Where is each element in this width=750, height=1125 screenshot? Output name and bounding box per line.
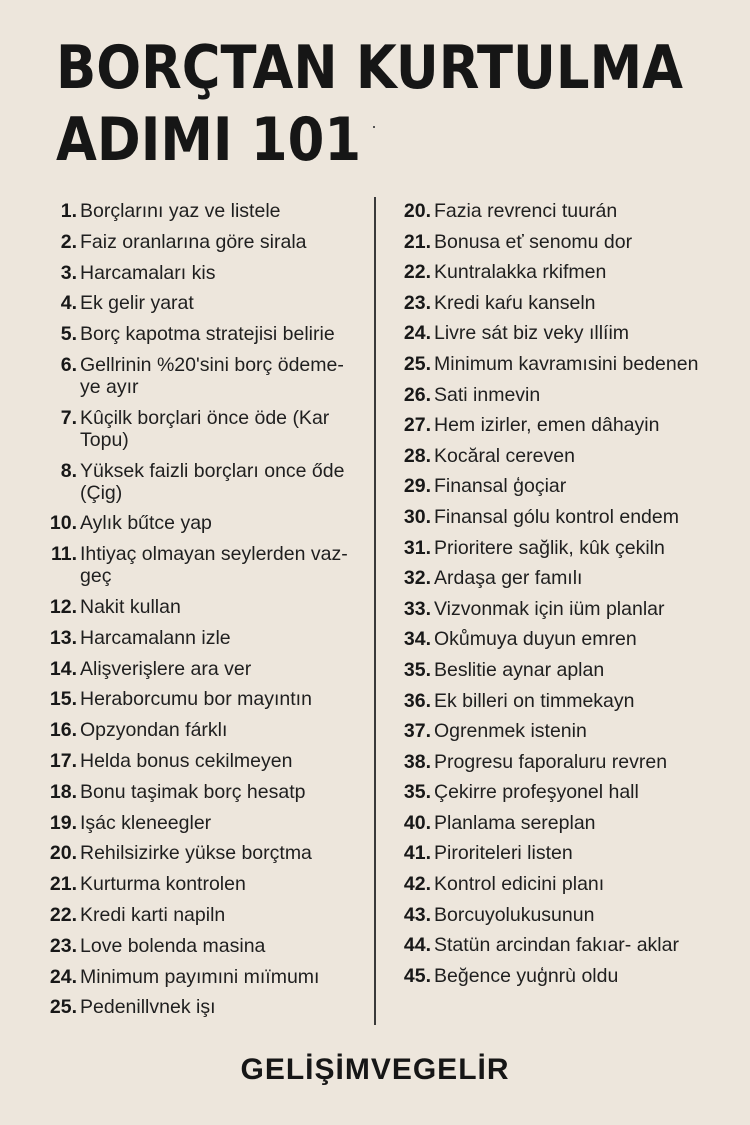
- list-item: [398, 506, 718, 528]
- item-text: Piroriteleri listen: [434, 842, 573, 865]
- item-text: Planlama sereplan: [434, 811, 596, 834]
- list-item: [398, 873, 718, 895]
- item-number: 38.: [403, 750, 431, 773]
- item-number: 25.: [403, 352, 431, 375]
- item-text: Love bolenda masina: [80, 934, 266, 957]
- list-item: [398, 567, 718, 589]
- item-text: Opzyondan fárklı: [80, 719, 228, 742]
- list-item: [398, 353, 718, 375]
- item-text: Kredi karti napiln: [80, 903, 226, 926]
- list-item: [44, 354, 364, 398]
- item-number: 22.: [49, 903, 77, 926]
- item-number: 17.: [49, 749, 77, 772]
- list-item: [44, 543, 364, 587]
- list-item: [398, 384, 718, 406]
- item-number: 26.: [403, 383, 431, 406]
- item-number: 25.: [49, 996, 77, 1019]
- list-item: [398, 292, 718, 314]
- item-number: 23.: [403, 291, 431, 314]
- item-text: Statün arcindan fakıar- aklar: [434, 934, 679, 957]
- item-text: Kocăral cereven: [434, 444, 575, 467]
- list-item: [398, 812, 718, 834]
- list-item: [398, 322, 718, 344]
- item-number: 11.: [50, 543, 77, 566]
- item-text: Pedenillvnek işı: [80, 996, 216, 1019]
- item-number: 40.: [403, 811, 431, 834]
- item-text: Beğence yuģnrù oldu: [434, 964, 619, 987]
- item-text: Kurturma kontrolen: [80, 873, 246, 896]
- item-number: 3.: [60, 261, 77, 284]
- item-text: Beslitie aynar aplan: [434, 658, 605, 681]
- list-item: [398, 628, 718, 650]
- list-item: [398, 965, 718, 987]
- item-number: 14.: [49, 657, 77, 680]
- list-item: [44, 904, 364, 926]
- item-text: Rehilsizirke yükse borçtma: [80, 842, 312, 865]
- list-item: [398, 690, 718, 712]
- item-text: Hem izirler, emen dâhayin: [434, 414, 660, 437]
- list-item: [44, 873, 364, 895]
- list-item: [44, 292, 364, 314]
- item-text: Helda bonus cekilmeyen: [80, 749, 293, 772]
- column-divider: [374, 197, 376, 1025]
- list-item: [398, 934, 718, 956]
- item-number: 6.: [60, 353, 77, 376]
- item-number: 42.: [403, 873, 431, 896]
- item-text: Okůmuya duyun emren: [434, 628, 637, 651]
- item-text: Alişverişlere ara ver: [80, 657, 252, 680]
- item-text: Livre sát biz veky ıllíim: [434, 322, 630, 345]
- page-title: [56, 32, 683, 176]
- item-number: 7.: [60, 406, 77, 429]
- item-text: Heraborcumu bor mayıntın: [80, 688, 312, 711]
- list-item: [44, 460, 364, 504]
- item-number: 32.: [403, 567, 431, 590]
- left-step-list: [44, 200, 364, 1027]
- item-number: 21.: [403, 230, 431, 253]
- item-text: Finansal ģoçiar: [434, 475, 567, 498]
- item-text: Kuntralakka rkifmen: [434, 261, 607, 284]
- item-number: 45.: [403, 964, 431, 987]
- item-number: 18.: [49, 780, 77, 803]
- list-item: [398, 475, 718, 497]
- item-text: Minimum payımıni mıïmumı: [80, 965, 320, 988]
- list-item: [398, 720, 718, 742]
- list-item: [398, 904, 718, 926]
- list-item: [398, 659, 718, 681]
- right-step-list: [398, 200, 718, 995]
- item-number: 36.: [403, 689, 431, 712]
- item-number: 22.: [403, 261, 431, 284]
- item-text: Nakit kullan: [80, 595, 181, 618]
- list-item: [44, 596, 364, 618]
- list-item: [398, 414, 718, 436]
- list-item: [398, 231, 718, 253]
- list-item: [44, 688, 364, 710]
- list-item: [398, 751, 718, 773]
- list-item: [44, 262, 364, 284]
- item-text: Gellrinin %20'sini borç ödeme-ye ayır: [80, 353, 344, 398]
- item-text: Aylık bűtce yap: [80, 512, 212, 535]
- list-item: [44, 200, 364, 222]
- item-number: 37.: [403, 720, 431, 743]
- item-number: 1.: [60, 200, 77, 222]
- list-item: [44, 781, 364, 803]
- list-item: [44, 750, 364, 772]
- item-text: Progresu faporaluru revren: [434, 750, 668, 773]
- item-text: Borcuyolukusunun: [434, 903, 595, 926]
- title-line-2: ADIMI 101: [56, 105, 362, 175]
- item-number: 24.: [49, 965, 77, 988]
- list-item: [398, 842, 718, 864]
- item-text: Borç kapotma stratejisi belirie: [80, 323, 335, 346]
- item-number: 19.: [49, 811, 77, 834]
- list-item: [398, 200, 718, 222]
- list-item: [44, 323, 364, 345]
- item-number: 44.: [403, 934, 431, 957]
- item-text: Kredi kaŕu kanseln: [434, 291, 596, 314]
- item-text: Ek gelir yarat: [80, 292, 194, 315]
- decorative-dot: [373, 126, 375, 128]
- item-number: 24.: [403, 322, 431, 345]
- item-text: Finansal gólu kontrol endem: [434, 505, 679, 528]
- list-item: [44, 996, 364, 1018]
- item-number: 21.: [49, 873, 77, 896]
- item-number: 4.: [60, 292, 77, 315]
- item-number: 35.: [403, 658, 431, 681]
- item-number: 5.: [60, 323, 77, 346]
- list-item: [398, 445, 718, 467]
- item-text: Harcamalann izle: [80, 626, 231, 649]
- item-text: Bonusa eť senomu dor: [434, 230, 633, 253]
- list-item: [398, 537, 718, 559]
- item-number: 34.: [403, 628, 431, 651]
- item-text: Minimum kavramısini bedenen: [434, 352, 699, 375]
- item-text: Faiz oranlarına göre sirala: [80, 230, 307, 253]
- list-item: [44, 658, 364, 680]
- item-number: 27.: [403, 414, 431, 437]
- list-item: [44, 512, 364, 534]
- list-item: [398, 598, 718, 620]
- item-text: Kontrol edicini planı: [434, 873, 605, 896]
- item-number: 29.: [403, 475, 431, 498]
- title-line-1: BORÇTAN KURTULMA: [56, 33, 683, 103]
- item-text: Harcamaları kis: [80, 261, 216, 284]
- list-item: [44, 842, 364, 864]
- item-number: 12.: [49, 595, 77, 618]
- item-number: 28.: [403, 444, 431, 467]
- item-text: Fazia revrenci tuurán: [434, 200, 618, 222]
- list-item: [44, 966, 364, 988]
- list-item: [398, 781, 718, 803]
- list-item: [44, 407, 364, 451]
- item-text: Ek billeri on timmekayn: [434, 689, 635, 712]
- item-number: 30.: [403, 505, 431, 528]
- item-text: Bonu taşimak borç hesatp: [80, 780, 306, 803]
- item-text: Ogrenmek istenin: [434, 720, 587, 743]
- item-number: 23.: [49, 934, 77, 957]
- list-item: [44, 719, 364, 741]
- item-number: 35.: [403, 781, 431, 804]
- item-number: 16.: [49, 719, 77, 742]
- item-number: 33.: [403, 597, 431, 620]
- item-text: Yüksek faizli borçları once őde (Çig): [80, 459, 345, 504]
- item-text: Vizvonmak için iüm planlar: [434, 597, 665, 620]
- item-text: Borçlarını yaz ve listele: [80, 200, 281, 222]
- item-text: Çekirre profeşyonel hall: [434, 781, 639, 804]
- item-number: 43.: [403, 903, 431, 926]
- item-text: Sati inmevin: [434, 383, 541, 406]
- item-text: Prioritere sağlik, kûk çekiln: [434, 536, 665, 559]
- item-text: Ardaşa ger famılı: [434, 567, 583, 590]
- list-item: [44, 812, 364, 834]
- list-item: [44, 935, 364, 957]
- item-number: 10.: [49, 512, 77, 535]
- list-item: [44, 627, 364, 649]
- footer-brand: GELİŞİMVEGELİR: [240, 1053, 510, 1086]
- list-item: [398, 261, 718, 283]
- list-item: [44, 231, 364, 253]
- item-text: Kûçilk borçlari önce öde (Kar Topu): [80, 406, 330, 451]
- item-number: 31.: [403, 536, 431, 559]
- item-number: 20.: [49, 842, 77, 865]
- item-text: Ihtiyaç olmayan seylerden vaz-geç: [80, 543, 348, 588]
- item-number: 41.: [403, 842, 431, 865]
- item-number: 13.: [49, 626, 77, 649]
- item-number: 8.: [60, 459, 77, 482]
- item-number: 20.: [403, 200, 431, 222]
- item-text: Işác kleneegler: [80, 811, 212, 834]
- item-number: 15.: [49, 688, 77, 711]
- item-number: 2.: [60, 230, 77, 253]
